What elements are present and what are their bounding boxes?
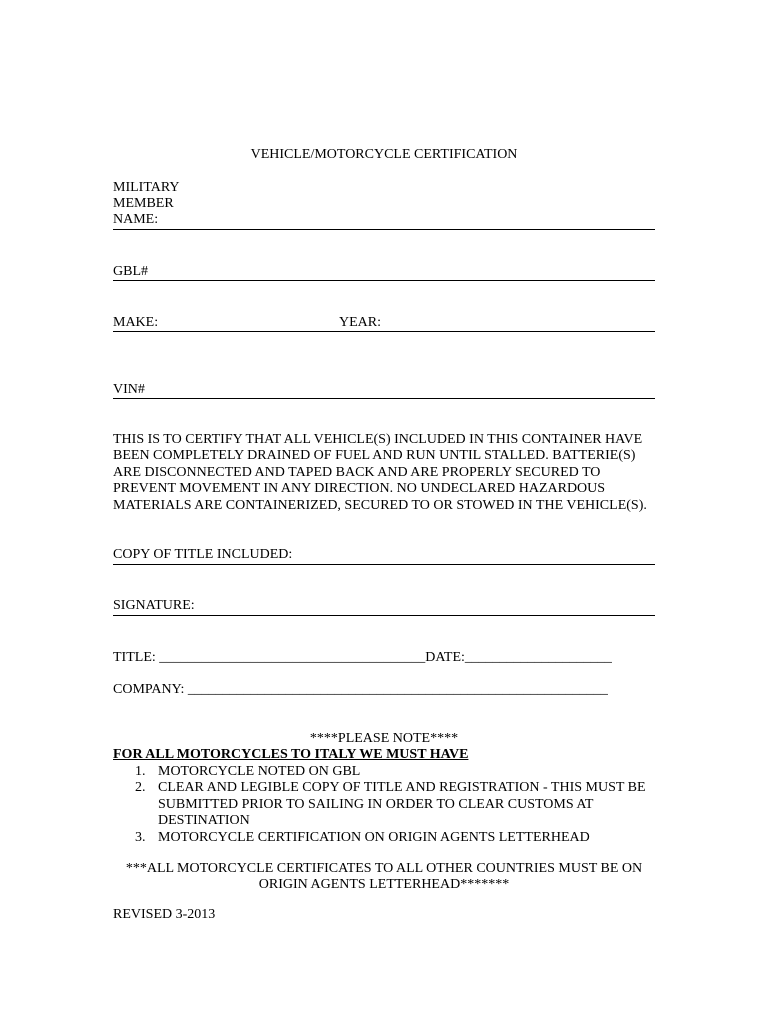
please-note-heading: ****PLEASE NOTE**** — [309, 731, 459, 746]
signature-field[interactable] — [113, 598, 655, 616]
certify-line: MATERIALS ARE CONTAINERIZED, SECURED TO OR STOWED IN THE VEHICLE(S). — [113, 497, 647, 513]
certification-statement — [113, 432, 658, 514]
form-title: VEHICLE/MOTORCYCLE CERTIFICATION — [250, 147, 518, 162]
certify-line: PREVENT MOVEMENT IN ANY DIRECTION. NO UNDECLARED HAZARDOUS — [113, 481, 606, 497]
list-item-text: SUBMITTED PRIOR TO SAILING IN ORDER TO CLEAR CUSTOMS AT — [158, 796, 594, 812]
certify-line: BEEN COMPLETELY DRAINED OF FUEL AND RUN UNTIL STALLED. BATTERIE(S) — [113, 448, 636, 464]
list-item-text: MOTORCYCLE NOTED ON GBL — [158, 764, 361, 779]
certify-line: THIS IS TO CERTIFY THAT ALL VEHICLE(S) INCLUDED IN THIS CONTAINER HAVE — [113, 432, 643, 447]
list-item-text: DESTINATION — [158, 813, 250, 829]
list-item — [113, 830, 673, 846]
other-countries-note — [113, 861, 655, 894]
year-label: YEAR: — [339, 315, 381, 330]
vin-label: VIN# — [113, 382, 145, 397]
make-year-field[interactable] — [113, 315, 655, 332]
gbl-label: GBL# — [113, 264, 148, 279]
name-label-line3: NAME: — [113, 212, 159, 227]
company-line[interactable]: COMPANY: ____________________________________________________________ — [113, 682, 608, 697]
italy-requirements-heading: FOR ALL MOTORCYCLES TO ITALY WE MUST HAVE — [113, 747, 469, 762]
list-item-number: 3. — [135, 829, 146, 845]
make-label: MAKE: — [113, 315, 159, 330]
other-countries-note-line2: ORIGIN AGENTS LETTERHEAD******* — [258, 877, 510, 893]
military-member-name-field[interactable] — [113, 180, 655, 230]
vin-field[interactable] — [113, 382, 655, 399]
signature-label: SIGNATURE: — [113, 598, 195, 613]
revision-date: REVISED 3-2013 — [113, 907, 216, 922]
other-countries-note-line1: ***ALL MOTORCYCLE CERTIFICATES TO ALL OTHER COUNTRIES MUST BE ON — [125, 861, 643, 876]
list-item-text: MOTORCYCLE CERTIFICATION ON ORIGIN AGENTS LETTERHEAD — [158, 829, 590, 845]
gbl-field[interactable] — [113, 264, 655, 281]
list-item — [113, 764, 673, 780]
list-item-text: CLEAR AND LEGIBLE COPY OF TITLE AND REGISTRATION - THIS MUST BE — [158, 780, 646, 796]
copy-of-title-label: COPY OF TITLE INCLUDED: — [113, 547, 293, 562]
list-item-number: 1. — [135, 764, 146, 779]
list-item — [113, 780, 673, 829]
italy-requirements-list — [113, 764, 673, 846]
name-label-line2: MEMBER — [113, 196, 174, 211]
name-label-line1: MILITARY — [113, 180, 180, 195]
copy-of-title-field[interactable] — [113, 547, 655, 565]
list-item-number: 2. — [135, 780, 146, 796]
certify-line: ARE DISCONNECTED AND TAPED BACK AND ARE PROPERLY SECURED TO — [113, 464, 601, 480]
title-date-line[interactable]: TITLE: ______________________________________DATE:_____________________ — [113, 650, 612, 665]
